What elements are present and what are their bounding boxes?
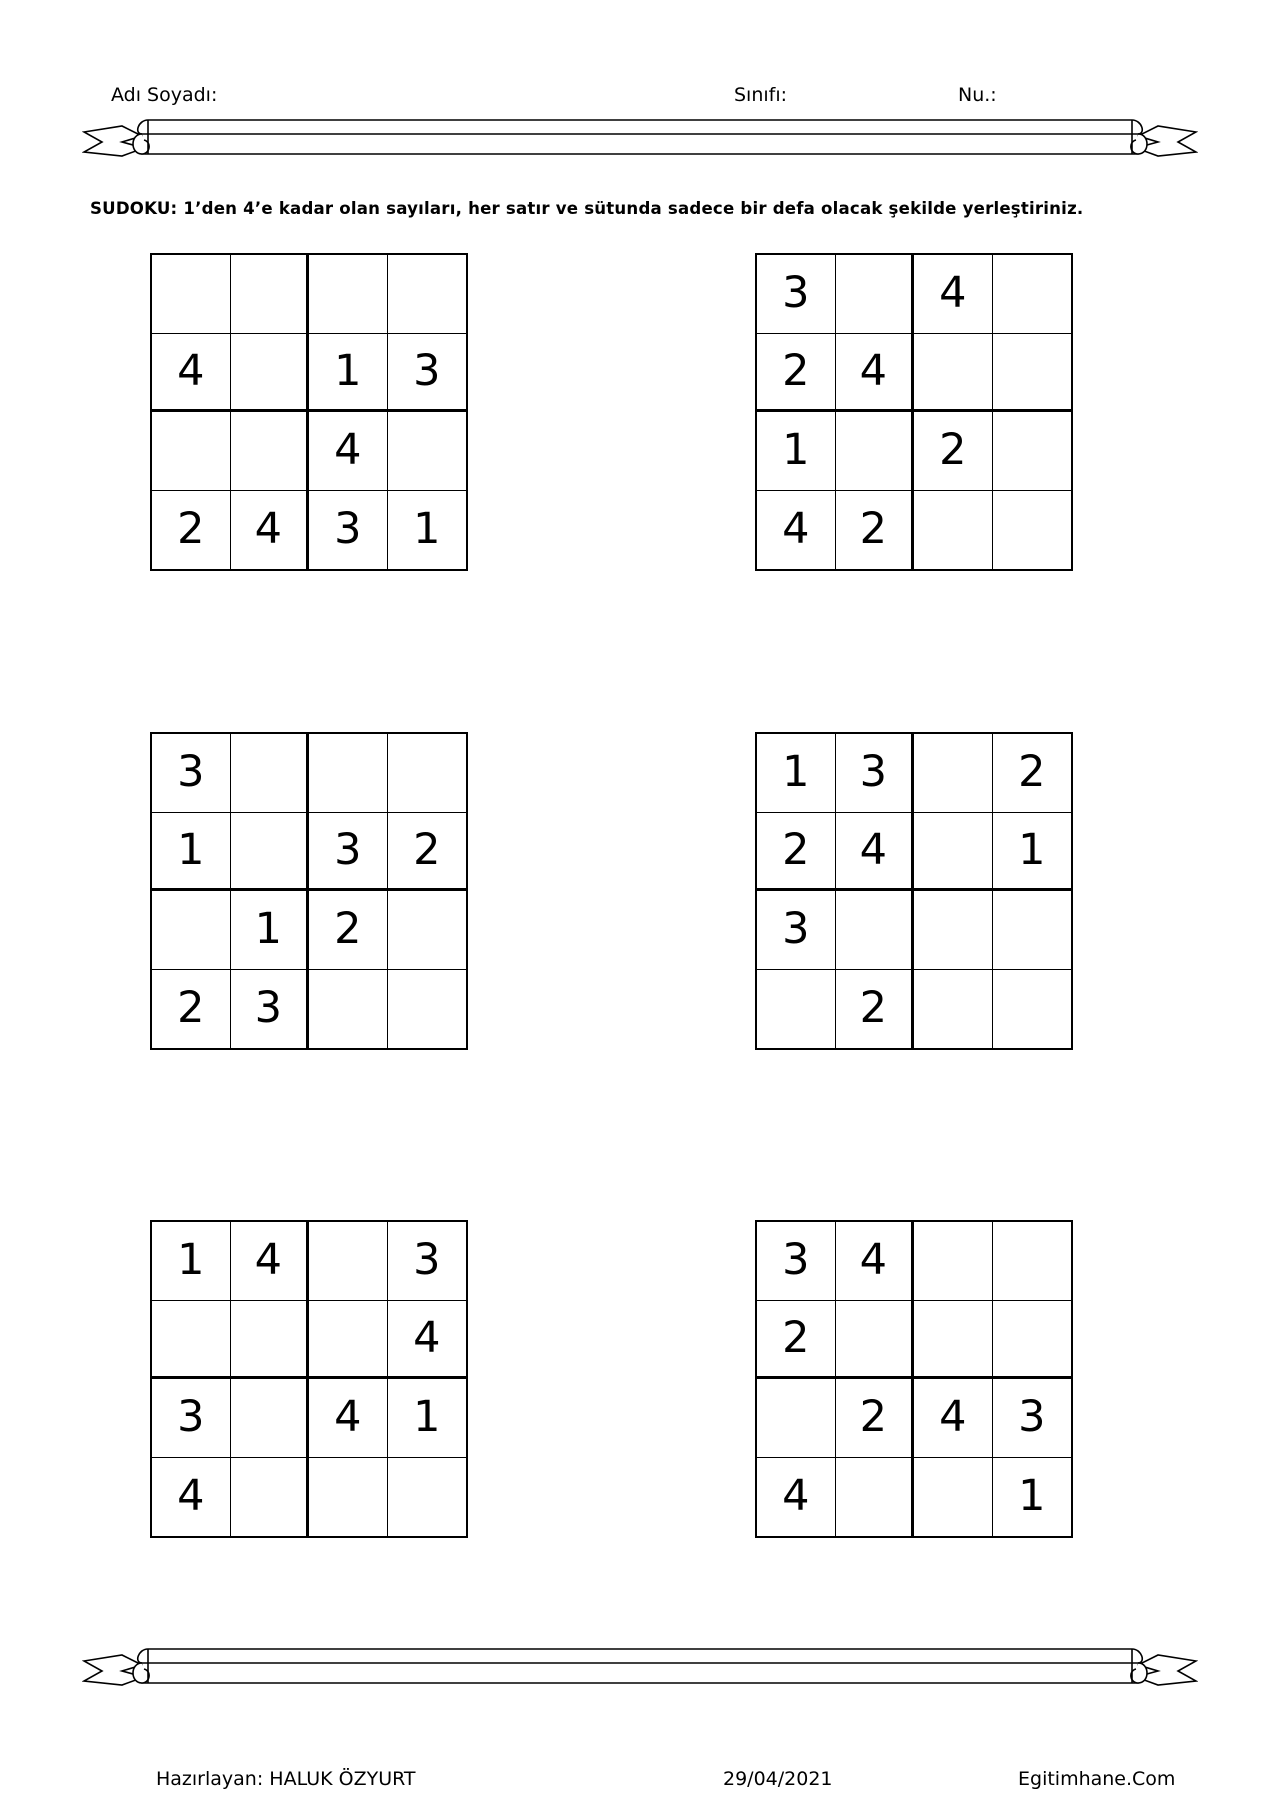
sudoku-cell <box>309 255 388 334</box>
scroll-banner-top <box>82 112 1198 172</box>
sudoku-cell <box>914 813 993 892</box>
sudoku-cell <box>993 491 1072 570</box>
sudoku-cell <box>836 412 915 491</box>
sudoku-cell <box>836 891 915 970</box>
sudoku-cell: 4 <box>836 1222 915 1301</box>
sudoku-cell <box>231 813 310 892</box>
sudoku-cell <box>836 255 915 334</box>
sudoku-cell: 3 <box>152 734 231 813</box>
sudoku-cell: 1 <box>309 334 388 413</box>
sudoku-cell <box>914 491 993 570</box>
sudoku-cell <box>309 970 388 1049</box>
sudoku-cell: 2 <box>836 970 915 1049</box>
sudoku-cell: 3 <box>388 334 467 413</box>
sudoku-cell <box>152 891 231 970</box>
sudoku-cell <box>993 970 1072 1049</box>
sudoku-cell <box>836 1458 915 1537</box>
sudoku-cell: 3 <box>836 734 915 813</box>
sudoku-cell <box>388 255 467 334</box>
sudoku-cell: 2 <box>914 412 993 491</box>
sudoku-cell <box>309 1458 388 1537</box>
sudoku-cell: 2 <box>757 813 836 892</box>
sudoku-cell <box>993 412 1072 491</box>
sudoku-cell: 4 <box>152 1458 231 1537</box>
sudoku-cell <box>993 334 1072 413</box>
sudoku-cell <box>388 1458 467 1537</box>
sudoku-cell: 4 <box>836 334 915 413</box>
sudoku-cell <box>231 1458 310 1537</box>
sudoku-cell: 1 <box>1018 1471 1046 1522</box>
sudoku-grid-4 <box>755 732 1073 1050</box>
sudoku-cell <box>309 1222 388 1301</box>
sudoku-cell: 2 <box>309 891 388 970</box>
sudoku-cell: 4 <box>388 1301 467 1380</box>
name-field-label: Adı Soyadı: <box>111 84 218 106</box>
sudoku-cell: 4 <box>757 491 836 570</box>
sudoku-cell: 3 <box>388 1222 467 1301</box>
sudoku-cell: 3 <box>309 813 388 892</box>
sudoku-cell: 1 <box>388 1379 467 1458</box>
sudoku-cell: 3 <box>757 891 836 970</box>
instruction-text: SUDOKU: 1’den 4’e kadar olan sayıları, her satır ve sütunda sadece bir defa olacak şekilde yerleştiriniz. <box>90 199 1084 218</box>
sudoku-cell: 2 <box>757 1301 836 1380</box>
sudoku-grid-1 <box>150 253 468 571</box>
sudoku-cell <box>914 334 993 413</box>
sudoku-grid-6 <box>755 1220 1073 1538</box>
sudoku-cell: 3 <box>993 1379 1072 1458</box>
sudoku-cell <box>914 1222 993 1301</box>
sudoku-cell <box>388 734 467 813</box>
sudoku-cell <box>388 412 467 491</box>
footer-author: Hazırlayan: HALUK ÖZYURT <box>156 1768 416 1790</box>
sudoku-grid-2 <box>755 253 1073 571</box>
class-field-label: Sınıfı: <box>734 84 788 106</box>
sudoku-cell <box>914 1458 993 1537</box>
sudoku-cell: 2 <box>388 813 467 892</box>
sudoku-cell <box>152 255 231 334</box>
sudoku-cell <box>231 1379 310 1458</box>
sudoku-cell: 2 <box>757 334 836 413</box>
sudoku-cell <box>993 891 1072 970</box>
sudoku-cell <box>914 891 993 970</box>
sudoku-cell: 4 <box>914 1379 993 1458</box>
sudoku-cell: 4 <box>836 813 915 892</box>
sudoku-cell: 4 <box>231 491 310 570</box>
sudoku-cell <box>231 412 310 491</box>
sudoku-cell <box>993 1222 1072 1301</box>
sudoku-cell: 4 <box>309 412 388 491</box>
sudoku-cell: 1 <box>993 813 1072 892</box>
sudoku-cell: 4 <box>231 1222 310 1301</box>
sudoku-cell <box>388 970 467 1049</box>
sudoku-cell: 3 <box>757 1222 836 1301</box>
sudoku-cell <box>993 1301 1072 1380</box>
sudoku-cell <box>388 891 467 970</box>
sudoku-cell: 2 <box>152 491 231 570</box>
sudoku-cell: 1 <box>757 734 836 813</box>
sudoku-cell: 1 <box>413 504 441 555</box>
sudoku-cell <box>914 1301 993 1380</box>
sudoku-cell <box>152 412 231 491</box>
sudoku-cell <box>231 1301 310 1380</box>
sudoku-cell <box>836 1301 915 1380</box>
sudoku-cell <box>309 734 388 813</box>
sudoku-cell: 3 <box>757 255 836 334</box>
sudoku-cell: 1 <box>152 1222 231 1301</box>
sudoku-cell: 1 <box>152 813 231 892</box>
sudoku-cell: 4 <box>309 1379 388 1458</box>
number-field-label: Nu.: <box>958 84 997 106</box>
sudoku-cell <box>757 1379 836 1458</box>
sudoku-cell <box>231 334 310 413</box>
sudoku-cell <box>231 255 310 334</box>
sudoku-grid-5 <box>150 1220 468 1538</box>
sudoku-cell <box>757 970 836 1049</box>
sudoku-cell: 1 <box>231 891 310 970</box>
sudoku-grid-3 <box>150 732 468 1050</box>
sudoku-cell <box>914 734 993 813</box>
sudoku-cell: 3 <box>152 1379 231 1458</box>
sudoku-cell: 4 <box>152 334 231 413</box>
sudoku-cell: 4 <box>914 255 993 334</box>
sudoku-cell: 1 <box>757 412 836 491</box>
sudoku-cell <box>231 734 310 813</box>
sudoku-cell <box>309 1301 388 1380</box>
sudoku-cell: 2 <box>152 970 231 1049</box>
sudoku-cell: 3 <box>231 970 310 1049</box>
sudoku-cell <box>993 255 1072 334</box>
sudoku-cell: 4 <box>757 1458 836 1537</box>
footer-date: 29/04/2021 <box>723 1768 833 1790</box>
scroll-banner-bottom <box>82 1641 1198 1701</box>
sudoku-cell <box>152 1301 231 1380</box>
sudoku-cell <box>914 970 993 1049</box>
sudoku-cell: 2 <box>836 1379 915 1458</box>
sudoku-cell: 2 <box>993 734 1072 813</box>
footer-site: Egitimhane.Com <box>1018 1768 1176 1790</box>
sudoku-cell: 2 <box>836 491 915 570</box>
sudoku-cell: 3 <box>309 491 388 570</box>
